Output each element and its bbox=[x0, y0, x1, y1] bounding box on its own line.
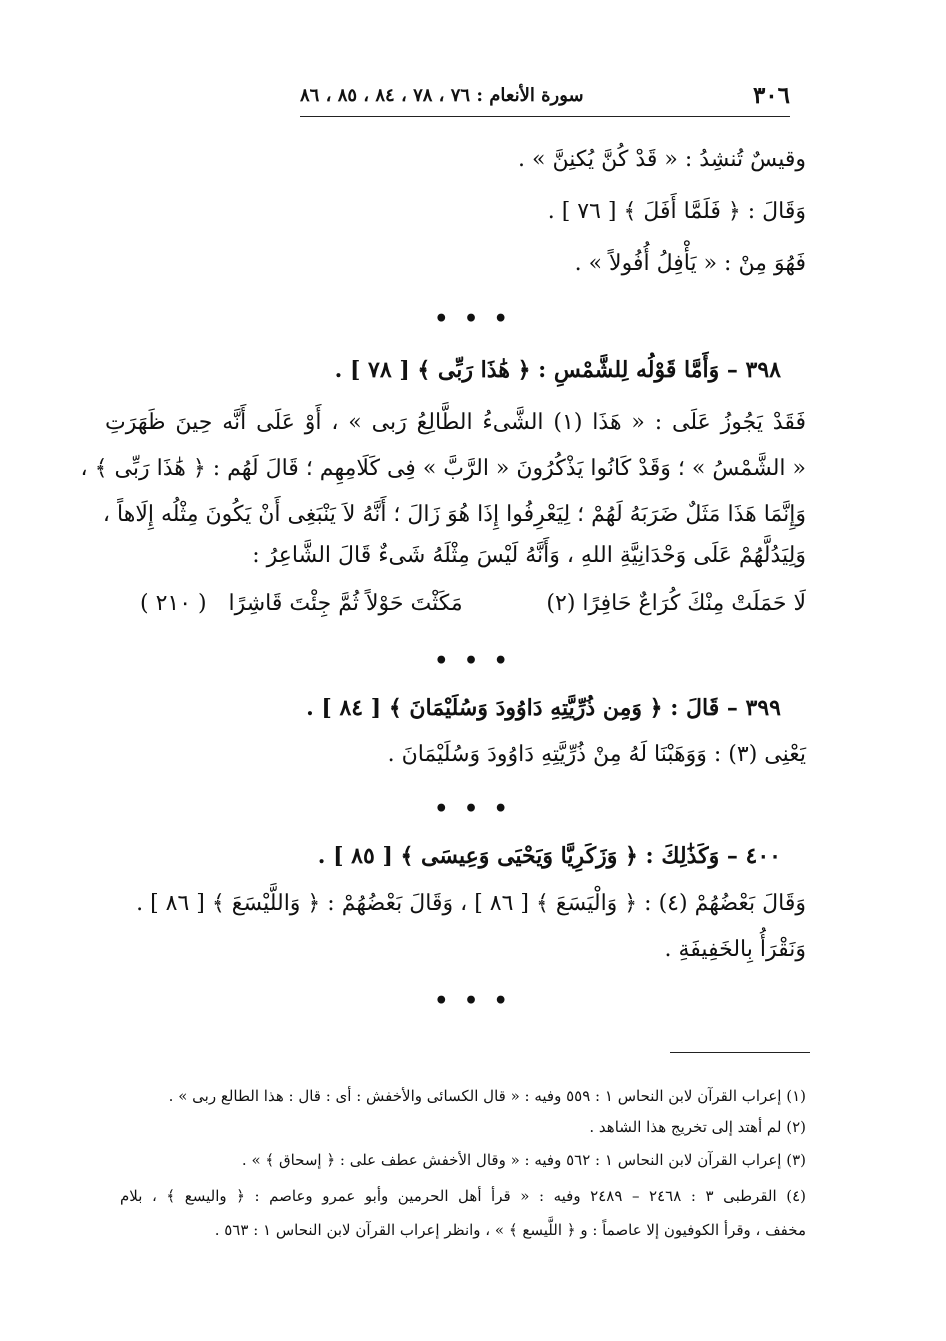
section-separator: • • • bbox=[434, 796, 512, 822]
section-heading-398: ٣٩٨ – وَأَمَّا قَوْلُه لِلشَّمْسِ : ﴿ هَٰذَا رَبِّى ﴾ [ ٧٨ ] . bbox=[334, 357, 781, 383]
verse-first-hemistich: مَكَثْتَ حَوْلاً ثُمَّ جِئْتَ قَاشِرًا bbox=[228, 591, 463, 616]
footnote-2: (٢) لم أهتد إلى تخريج هذا الشاهد . bbox=[589, 1118, 806, 1136]
footnote-3: (٣) إعراب القرآن لابن النحاس ١ : ٥٦٢ وفيه : « وقال الأخفش عطف على : ﴿ إسحاق ﴾ » . bbox=[241, 1151, 806, 1169]
text-line: وَقَالَ : ﴿ فَلَمَّا أَفَلَ ﴾ [ ٧٦ ] . bbox=[547, 199, 806, 224]
text-line: فَهُوَ مِنْ : « يَأْفِلُ أُفُولاً » . bbox=[574, 251, 806, 276]
footnote-4-continued: مخفف ، وقرأ الكوفيون إلا عاصماً : و ﴿ اللَّيسع ﴾ » ، وانظر إعراب القرآن لابن النحاس ١ : ٥٦٣ . bbox=[214, 1221, 806, 1239]
text-line: وَقَالَ بَعْضُهُمْ (٤) : ﴿ وَالْيَسَعَ ﴾ [ ٨٦ ] ، وَقَالَ بَعْضُهُمْ : ﴿ وَاللَّيْسَعَ ﴾ [ ٨٦ ] . bbox=[136, 891, 806, 916]
footnote-4: (٤) القرطبى ٣ : ٢٤٦٨ – ٢٤٨٩ وفيه : « قرأ أهل الحرمين وأبو عمرو وعاصم : ﴿ واليسع ﴾ ، بلام bbox=[120, 1187, 806, 1205]
running-title: سورة الأنعام : ٧٦ ، ٧٨ ، ٨٤ ، ٨٥ ، ٨٦ bbox=[300, 84, 584, 106]
verse-second-hemistich: لَا حَمَلَتْ مِنْكَ كُرَاعٌ حَافِرًا (٢) bbox=[546, 591, 806, 616]
section-separator: • • • bbox=[434, 648, 512, 674]
footnote-1: (١) إعراب القرآن لابن النحاس ١ : ٥٥٩ وفيه : « قال الكسائى والأخفش : أى : قال : هذا الطالع ربى » . bbox=[168, 1087, 806, 1105]
paragraph-line: وَلِيَدُلَّهُمْ عَلَى وَحْدَانِيَّةِ اللهِ ، وَأَنَّهُ لَيْسَ مِثْلَهُ شَىءٌ قَالَ الشَّاعِرُ : bbox=[252, 543, 806, 568]
page-header bbox=[300, 78, 790, 117]
section-separator: • • • bbox=[434, 988, 512, 1014]
footnote-divider bbox=[670, 1052, 810, 1053]
paragraph-line: وَإِنَّمَا هَذَا مَثَلٌ ضَرَبَهُ لَهُمْ ؛ لِيَعْرِفُوا إِذَا هُوَ زَالَ ؛ أَنَّهُ لاَ يَنْبَغِى أَنْ يَكُونَ مِثْلُه إِلَاهاً ، bbox=[102, 502, 806, 527]
page-number: ٣٠٦ bbox=[752, 81, 790, 109]
poetry-verse bbox=[140, 586, 806, 622]
paragraph-line: فَقَدْ يَجُوزُ عَلَى : « هَذَا (١) الشَّىءُ الطَّالِعُ رَبى » ، أَوْ عَلَى أَنَّه حِينَ ظَهَرَتِ bbox=[105, 410, 806, 435]
verse-number: ( ٢١٠ ) bbox=[140, 591, 207, 616]
section-heading-399: ٣٩٩ – قَالَ : ﴿ وَمِن ذُرِّيَّتِهِ دَاوُودَ وَسُلَيْمَانَ ﴾ [ ٨٤ ] . bbox=[306, 695, 781, 721]
paragraph-line: « الشَّمْسُ » ؛ وَقَدْ كَانُوا يَذْكُرُونَ « الرَّبَّ » فِى كَلَامِهِم ؛ قَالَ لَهُم : ﴿ هَٰذَا رَبِّى ﴾ ، bbox=[80, 456, 806, 481]
section-heading-400: ٤٠٠ – وَكَذَٰلِكَ : ﴿ وَزَكَرِيَّا وَيَحْيَى وَعِيسَى ﴾ [ ٨٥ ] . bbox=[317, 843, 781, 869]
text-line: يَعْنِى (٣) : وَوَهَبْنَا لَهُ مِنْ ذُرِّيَّتِهِ دَاوُودَ وَسُلَيْمَانَ . bbox=[387, 742, 806, 767]
text-line: وقيسٌ تُنشِدُ : « قَدْ كُنَّ يُكنِنَّ » . bbox=[518, 147, 806, 172]
section-separator: • • • bbox=[434, 306, 512, 332]
text-line: وَنَقْرَأُ بِالخَفِيفَةِ . bbox=[664, 937, 806, 962]
